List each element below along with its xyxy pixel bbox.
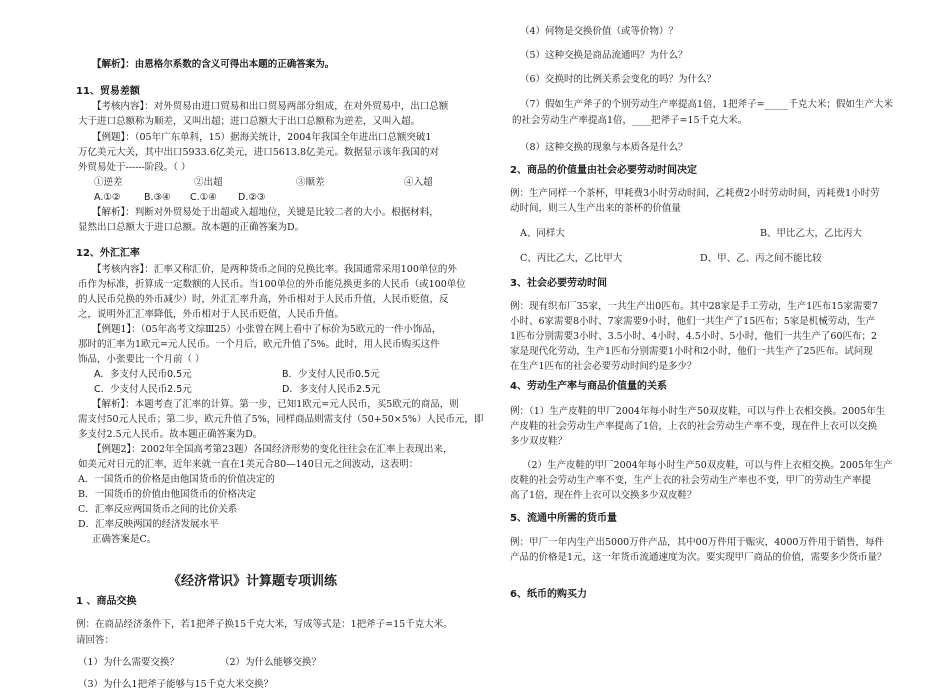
option-b: B、甲比乙大，乙比丙大: [760, 228, 862, 239]
text-line: 币作为标准，折算成一定数额的人民币。当100单位的外币能兑换更多的人民币（或100单位: [78, 279, 466, 290]
text-line: 【考核内容】：汇率又称汇价，是两种货币之间的兑换比率。我国通常采用100单位的外: [92, 264, 457, 275]
text-line: 【解析】：判断对外贸易处于出超或入超地位，关键是比较二者的大小。根据材料，: [92, 207, 439, 218]
option-d: D．多支付人民币2.5元: [282, 384, 381, 395]
text-line: 例：现有织布厂35家，一共生产出0匹布。其中28家是手工劳动，生产1匹布15家需要7: [510, 301, 878, 312]
question: 的社会劳动生产率提高1倍，____把斧子=15千克大米。: [512, 115, 748, 126]
text-line: 万亿美元大关，其中出口5933.6亿美元，进口5613.8亿美元。数据显示该年我国的对: [78, 147, 439, 158]
text-line: 【考核内容】：对外贸易由进口贸易和出口贸易两部分组成，在对外贸易中，出口总额: [92, 101, 449, 112]
text-line: 多少双皮鞋？: [510, 436, 568, 447]
option-c: C.①④: [190, 192, 217, 203]
option-a: A.①②: [94, 192, 121, 203]
text-line: 饰品，小张要比一个月前（ ）: [78, 354, 205, 365]
question: （2）为什么能够交换？: [220, 657, 322, 668]
option: ④入超: [404, 177, 433, 188]
section-title-commodity-exchange: 1 、商品交换: [76, 596, 137, 607]
section-title-productivity: 4、劳动生产率与商品价值量的关系: [510, 381, 667, 392]
section-title-trade-balance: 11、贸易差额: [76, 86, 140, 97]
text-line: 产品的价格是1元，这一年货币流通速度为次。要实现甲厂商品的价值，需要多少货币量？: [510, 552, 887, 563]
text-line: 例：（1）生产皮鞋的甲厂2004年每小时生产50双皮鞋，可以与件上衣相交换。2005年生: [510, 406, 886, 417]
text-line: 动时间，则三人生产出来的茶杯的价值量: [510, 203, 682, 214]
question: （8）这种交换的现象与本质各是什么？: [520, 142, 688, 153]
question: （5）这种交换是商品流通吗？为什么？: [520, 50, 688, 61]
text-line: 之，说明外汇汇率降低，外币相对于人民币贬值，人民币升值。: [78, 309, 345, 320]
text-line: 大于进口总额称为顺差，又叫出超；进口总额大于出口总额称为逆差，又叫入超。: [78, 116, 421, 127]
text-line: 高了1倍，现在件上衣可以交换多少双皮鞋？: [510, 490, 697, 501]
text-line: 的人民币兑换的外币减少）时，外汇汇率升高，外币相对于人民币升值，人民币贬值，反: [78, 294, 449, 305]
question: （1）为什么需要交换？: [78, 657, 180, 668]
option: ②出超: [194, 177, 223, 188]
text-line: 请回答：: [76, 635, 115, 646]
text-line: 例：生产同样一个茶杯，甲耗费3小时劳动时间，乙耗费2小时劳动时间，丙耗费1小时劳: [510, 188, 880, 199]
text-line: 产皮鞋的社会劳动生产率提高了1倍，上衣的社会劳动生产率不变，现在件上衣可以交换: [510, 421, 878, 432]
section-title-necessary-labor-time: 3、社会必要劳动时间: [510, 278, 607, 289]
question: （6）交换时的比例关系会变化的吗？为什么？: [520, 74, 717, 85]
option-b: B．一国货币的价值由他国货币的价格决定: [78, 489, 256, 500]
question: （7）假如生产斧子的个别劳动生产率提高1倍，1把斧子=_____千克大米；假如生产大米: [520, 99, 893, 110]
text-line: 多支付2.5元人民币。故本题正确答案为D。: [78, 429, 263, 440]
text-line: 在生产1匹布的社会必要劳动时间约是多少？: [510, 361, 697, 372]
option-d: D.②③: [238, 192, 266, 203]
text-line: 例：甲厂一年内生产出5000万件产品，其中00万件用于赈灾，4000万件用于销售，每件: [510, 537, 884, 548]
text-line: 显然出口总额大于进口总额。故本题的正确答案为D。: [78, 222, 305, 233]
question: （4）何物是交换价值（或等价物）？: [520, 26, 679, 37]
question: （3）为什么1把斧子能够与15千克大米交换？: [78, 679, 274, 690]
text-line: 1匹布分别需要3小时、3.5小时、4小时、4.5小时、5小时，他们一共生产了60匹布；2: [510, 331, 878, 342]
text-line: （2）生产皮鞋的甲厂2004年每小时生产50双皮鞋，可以与件上衣相交换。2005年生产: [522, 460, 893, 471]
option-c: C．汇率反应两国货币之间的比价关系: [78, 504, 238, 515]
option: ①逆差: [94, 177, 123, 188]
section-title-money-in-circulation: 5、流通中所需的货币量: [510, 513, 617, 524]
text-line: 如美元对日元的汇率，近年来就一直在1美元合80—140日元之间波动，这表明：: [78, 459, 419, 470]
page-title: 《经济常识》计算题专项训练: [168, 574, 338, 589]
text-line: 【例题1】：（05年高考文综Ⅲ25）小张曾在网上看中了标价为5欧元的一件小饰品，: [92, 324, 442, 335]
option-b: B．少支付人民币0.5元: [282, 369, 380, 380]
text-line: 需支付50元人民币；第二步，欧元升值了5%，同样商品则需支付（50+50×5%）人民币元，即: [78, 414, 484, 425]
option-d: D．汇率反映两国的经济发展水平: [78, 519, 219, 530]
text-line: 【例题】：（05年广东单科，15）据海关统计，2004年我国全年进出口总额突破1: [92, 132, 432, 143]
section-title-value-determination: 2、商品的价值量由社会必要劳动时间决定: [510, 165, 697, 176]
option: ③顺差: [296, 177, 325, 188]
text-line: 例：在商品经济条件下，若1把斧子换15千克大米，写成等式是：1把斧子=15千克大米。: [76, 619, 453, 630]
text-line: 家是现代化劳动，生产1匹布分别需要1小时和2小时，他们一共生产了25匹布。试问现: [510, 346, 873, 357]
option-a: A．一国货币的价格是由他国货币的价值决定的: [78, 474, 275, 485]
text-line: 【例题2】：2002年全国高考第23题）各国经济形势的变化往往会在汇率上表现出来，: [92, 444, 453, 455]
answer-line: 正确答案是C。: [92, 534, 157, 545]
section-title-paper-money: 6、纸币的购买力: [510, 589, 587, 600]
analysis-line: 【解析】：由恩格尔系数的含义可得出本题的正确答案为。: [92, 59, 335, 70]
option-a: A．多支付人民币0.5元: [94, 369, 192, 380]
text-line: 外贸易处于------阶段。（ ）: [78, 162, 191, 173]
option-c: C、丙比乙大，乙比甲大: [520, 253, 623, 264]
text-line: 小时、6家需要8小时、7家需要9小时，他们一共生产了15匹布；5家是机械劳动，生产: [510, 316, 876, 327]
option-d: D、甲、乙、丙之间不能比较: [700, 253, 822, 264]
section-title-exchange-rate: 12、外汇汇率: [76, 248, 140, 259]
text-line: 【解析】：本题考查了汇率的计算。第一步，已知1欧元=元人民币，买5欧元的商品，则: [92, 399, 459, 410]
option-a: A、同样大: [520, 228, 565, 239]
text-line: 皮鞋的社会劳动生产率不变，生产上衣的社会劳动生产率也不变，甲厂的劳动生产率提: [510, 475, 872, 486]
option-c: C．少支付人民币2.5元: [94, 384, 192, 395]
text-line: 那时的汇率为1欧元=元人民币。一个月后，欧元升值了5%。此时，用人民币购买这件: [78, 339, 440, 350]
option-b: B.③④: [144, 192, 171, 203]
